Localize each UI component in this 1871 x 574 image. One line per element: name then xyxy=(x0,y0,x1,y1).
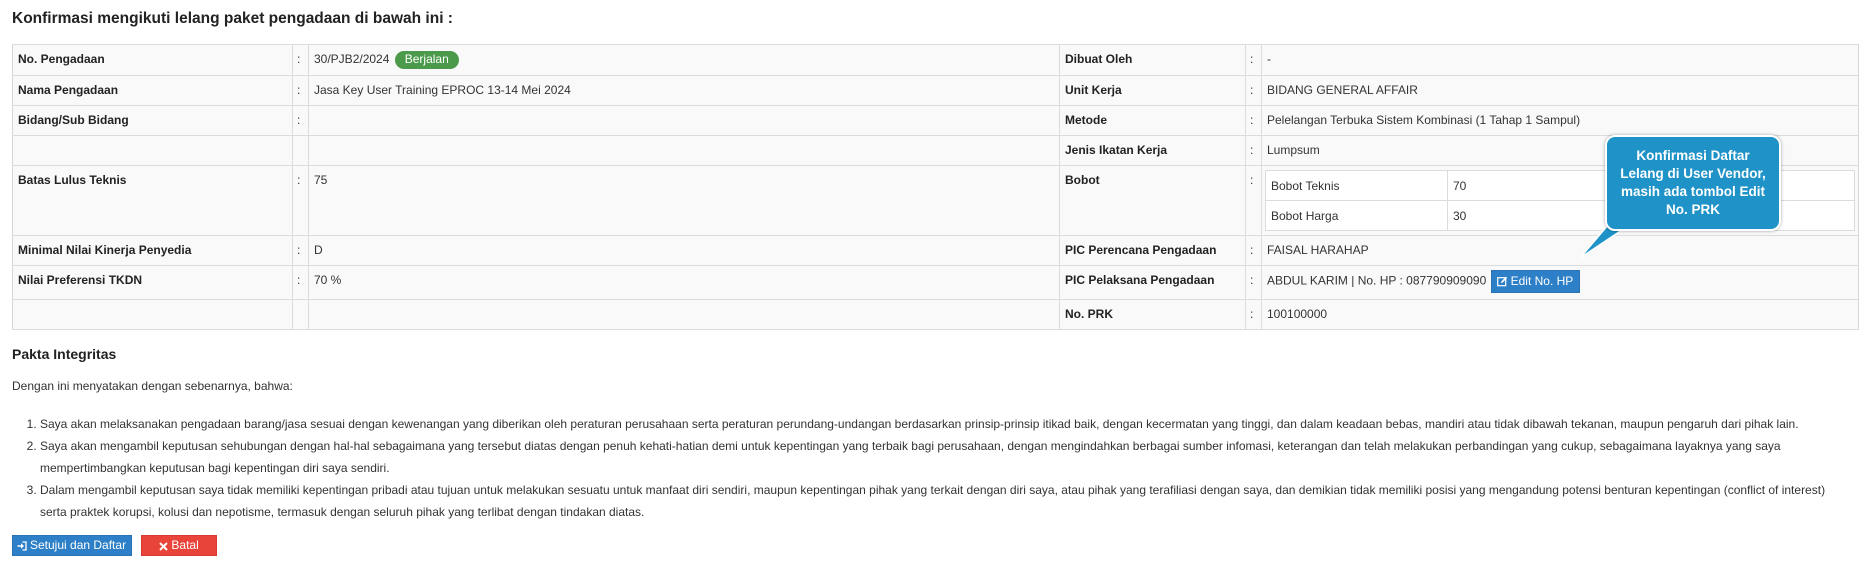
value-unit-kerja: BIDANG GENERAL AFFAIR xyxy=(1262,76,1859,106)
status-badge: Berjalan xyxy=(395,51,459,69)
value-minimal-nilai-kinerja: D xyxy=(309,236,1060,266)
label-nama-pengadaan: Nama Pengadaan xyxy=(13,76,293,106)
bobot-teknis-label: Bobot Teknis xyxy=(1266,171,1448,201)
separator: : xyxy=(293,266,309,300)
separator: : xyxy=(1246,236,1262,266)
agree-and-register-button[interactable] xyxy=(12,535,132,556)
bobot-teknis-value: 70 xyxy=(1448,171,1855,201)
label-jenis-ikatan-kerja: Jenis Ikatan Kerja xyxy=(1060,136,1246,166)
edit-no-hp-button[interactable] xyxy=(1491,270,1581,293)
list-item: 2. Saya akan mengambil keputusan sehubungan dengan hal-hal sebagaimana yang tersebut diatas dengan penuh kehati-hatian demi untuk kepentingan yang terbaik bagi perusahaan, dengan mengindahkan berbagai sumber infomasi, keterangan dan telah melakukan perbandingan yang cukup, sebagaimana layaknya yang saya mempertimbangkan keputusan bagi kepentingan diri saya sendiri. xyxy=(40,435,1859,479)
value-no-prk: 100100000 xyxy=(1262,300,1859,330)
close-icon xyxy=(159,542,168,551)
separator: : xyxy=(1246,106,1262,136)
label-minimal-nilai-kinerja: Minimal Nilai Kinerja Penyedia xyxy=(13,236,293,266)
annotation-callout: Konfirmasi Daftar Lelang di User Vendor, masih ada tombol Edit No. PRK xyxy=(1605,135,1781,231)
value-pic-perencana: FAISAL HARAHAP xyxy=(1262,236,1859,266)
value-metode: Pelelangan Terbuka Sistem Kombinasi (1 Tahap 1 Sampul) xyxy=(1262,106,1859,136)
agree-button-label: Setujui dan Daftar xyxy=(30,538,127,552)
separator: : xyxy=(293,106,309,136)
separator-empty xyxy=(293,136,309,166)
value-pic-pelaksana xyxy=(1262,266,1859,300)
value-bidang xyxy=(309,106,1060,136)
pakta-list xyxy=(12,413,1859,523)
list-item: 1. Saya akan melaksanakan pengadaan barang/jasa sesuai dengan kewenangan yang diberikan oleh peraturan perusahaan serta peraturan perundang-undangan berdasarkan prinsip-prinsip itikad baik, dengan kecermatan yang tinggi, dan dalam keadaan bebas, mandiri atau tidak dibawah tekanan, maupun pengaruh dari pihak lain. xyxy=(40,413,1859,435)
separator: : xyxy=(1246,266,1262,300)
edit-no-hp-label: Edit No. HP xyxy=(1510,274,1574,288)
label-unit-kerja: Unit Kerja xyxy=(1060,76,1246,106)
cancel-button[interactable] xyxy=(141,535,216,556)
value-dibuat-oleh: - xyxy=(1262,45,1859,76)
separator: : xyxy=(1246,45,1262,76)
label-dibuat-oleh: Dibuat Oleh xyxy=(1060,45,1246,76)
table-row xyxy=(13,266,1859,300)
separator: : xyxy=(1246,166,1262,236)
pakta-integritas-title: Pakta Integritas xyxy=(12,346,117,362)
separator: : xyxy=(293,166,309,236)
table-row xyxy=(13,106,1859,136)
value-nilai-preferensi-tkdn: 70 % xyxy=(309,266,1060,300)
separator: : xyxy=(1246,136,1262,166)
value-nama-pengadaan: Jasa Key User Training EPROC 13-14 Mei 2024 xyxy=(309,76,1060,106)
action-bar xyxy=(12,535,1859,556)
separator: : xyxy=(1246,300,1262,330)
label-empty xyxy=(13,136,293,166)
label-batas-lulus-teknis: Batas Lulus Teknis xyxy=(13,166,293,236)
no-pengadaan-text: 30/PJB2/2024 xyxy=(314,52,390,66)
bobot-harga-value: 30 xyxy=(1448,201,1855,231)
separator-empty xyxy=(293,300,309,330)
table-row xyxy=(13,76,1859,106)
table-row xyxy=(13,45,1859,76)
label-pic-pelaksana: PIC Pelaksana Pengadaan xyxy=(1060,266,1246,300)
pic-pelaksana-text: ABDUL KARIM | No. HP : 087790909090 xyxy=(1267,273,1487,288)
cancel-button-label: Batal xyxy=(171,538,199,552)
pencil-square-icon xyxy=(1497,276,1508,287)
separator: : xyxy=(1246,76,1262,106)
value-no-pengadaan xyxy=(309,45,1060,76)
list-item: 3. Dalam mengambil keputusan saya tidak memiliki kepentingan pribadi atau tujuan untuk melakukan sesuatu untuk manfaat diri sendiri, maupun kepentingan pihak yang terkait dengan diri saya, atau pihak yang terafiliasi dengan saya, dan demikian tidak memiliki posisi yang mengandung potensi benturan kepentingan (conflict of interest) serta praktek korupsi, kolusi dan nepotisme, termasuk dengan seluruh pihak yang terlibat dengan tindakan diatas. xyxy=(40,479,1859,523)
label-nilai-preferensi-tkdn: Nilai Preferensi TKDN xyxy=(13,266,293,300)
procurement-info-table xyxy=(12,44,1859,330)
label-no-prk: No. PRK xyxy=(1060,300,1246,330)
separator: : xyxy=(293,236,309,266)
label-bidang: Bidang/Sub Bidang xyxy=(13,106,293,136)
separator: : xyxy=(293,45,309,76)
label-bobot: Bobot xyxy=(1060,166,1246,236)
sign-in-icon xyxy=(17,541,27,551)
value-empty xyxy=(309,136,1060,166)
pakta-intro: Dengan ini menyatakan dengan sebenarnya, bahwa: xyxy=(12,379,293,393)
label-pic-perencana: PIC Perencana Pengadaan xyxy=(1060,236,1246,266)
value-empty xyxy=(309,300,1060,330)
page-title: Konfirmasi mengikuti lelang paket pengadaan di bawah ini : xyxy=(12,10,453,27)
label-no-pengadaan: No. Pengadaan xyxy=(13,45,293,76)
label-metode: Metode xyxy=(1060,106,1246,136)
value-batas-lulus-teknis: 75 xyxy=(309,166,1060,236)
value-jenis-ikatan-kerja: Lumpsum xyxy=(1262,136,1859,166)
table-row xyxy=(13,136,1859,166)
bobot-harga-label: Bobot Harga xyxy=(1266,201,1448,231)
label-empty xyxy=(13,300,293,330)
separator: : xyxy=(293,76,309,106)
table-row xyxy=(13,300,1859,330)
